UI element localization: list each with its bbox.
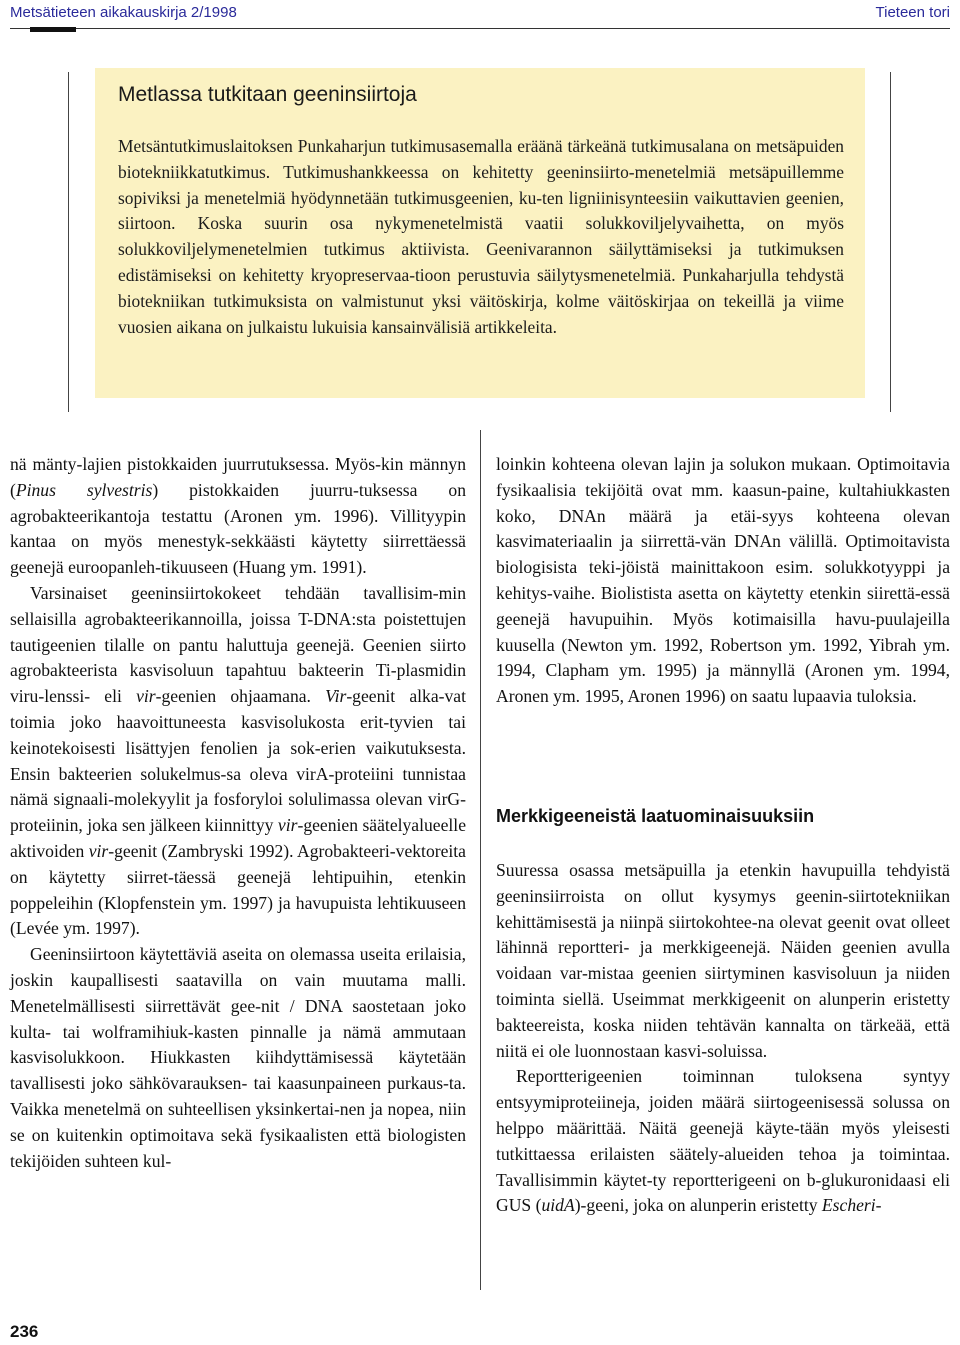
left-margin-rule — [68, 72, 69, 412]
journal-title: Metsätieteen aikakauskirja 2/1998 — [10, 4, 237, 21]
column-divider-rule — [480, 430, 481, 1290]
section-title: Tieteen tori — [875, 4, 950, 21]
info-box-text: Metsäntutkimuslaitoksen Punkaharjun tutkimusasemalla eräänä tärkeänä tutkimusalana on metsäpuiden biotekniikkatutkimus. Tutkimushankkeessa on kehitetty geeninsiirto-menetelmiä metsäpuillemme sopiviksi ja menetelmiä hyödynnetään tutkimusgeenien, ku-ten ligniinisynteesiin vaikuttavien geenien, siirtoon. Koska suurin osa nykymenetelmistä vaatii solukkoviljelyvaihetta, on myös solukkoviljelymenetelmien tutkimus aktiivista. Geenivarannon säilyttämiseksi ja tutkimuksen edistämiseksi on kehitetty kryopreservaa-tioon perustuvia säilytysmenetelmiä. Punkaharjulla tehdystä biotekniikan tutkimuksista on valmistunut yksi väitöskirja, kolme väitöskirjaa on tekeillä ja viime vuosien aikana on julkaistu lukuisia kansainvälisiä artikkeleita. — [118, 136, 844, 337]
column-left — [10, 452, 466, 1174]
info-box-title: Metlassa tutkitaan geeninsiirtoja — [118, 83, 417, 106]
section-heading: Merkkigeeneistä laatuominaisuuksiin — [496, 806, 815, 826]
page-number: 236 — [10, 1322, 39, 1341]
paragraph: Geeninsiirtoon käytettäviä aseita on olemassa useita erilaisia, joskin kaupallisesti saatavilla on vain muutama malli. Menetelmällisesti siirrettävät gee-nit / DNA saostetaan joko kulta- tai wolframihiuk-kasten pinnalle ja nämä ammutaan kasvisolukkoon. Hiukkasten kiihdyttämisessä käytetään tavallisesti joko sähkövarauksen- tai kaasunpaineen purkaus-ta. Vaikka menetelmä on suhteellisen yksinkertai-nen ja nopea, niin se on kuitenkin optimoitava sekä fysikaalisten että biologisten tekijöiden suhteen kul- — [10, 944, 466, 1171]
column-right-bottom — [496, 858, 950, 1219]
header-marker — [30, 27, 76, 32]
paragraph: Suuressa osassa metsäpuilla ja etenkin havupuilla tehdyistä geeninsiirroista on ollut kysymys geenin-siirtotekniikan kehittämisestä ja niinpä siirtokohtee-na olevat geenit ovat olleet lähinnä reportteri- ja merkkigeenejä. Näiden geenien avulla voidaan var-mistaa geenien siirtyminen kasvisoluun ja niiden toiminta siellä. Useimmat merkkigeenit on alunperin eristetty bakteereista, koska niiden tehtävän kannalta on tärkeää, että niitä ei ole luonnostaan kasvi-soluissa. — [496, 860, 950, 1061]
header-rule — [10, 28, 950, 29]
column-right-top — [496, 452, 950, 710]
paragraph: nä mänty-lajien pistokkaiden juurrutuksessa. Myös-kin männyn (Pinus sylvestris) pistokkaiden juurru-tuksessa on agrobakteerikantoja testattu (Aronen ym. 1996). Villityypin kantaa on myös menestyk-sekkäästi käytetty siirrettäessä geenejä euroopanleh-tikuuseen (Huang ym. 1991). — [10, 454, 466, 578]
paragraph: Varsinaiset geeninsiirtokokeet tehdään tavallisim-min sellaisilla agrobakteerikannoilla, joissa T-DNA:sta poistettujen tautigeenien tilalle on pantu haluttuja geenejä. Geenien siirto agrobakteerista kasvisoluun tapahtuu bakteerin Ti-plasmidin viru-lenssi- eli vir-geenien ohjaamana. Vir-geenit alka-vat toimia joko haavoittuneesta kasvisolukosta erit-tyvien tai keinotekoisesti lisättyjen fenolien ja sok-erien vaikutuksesta. Ensin bakteerien solukelmus-sa oleva virA-proteiini tunnistaa nämä signaali-molekyylit ja fosforyloi solulimassa olevan virG-proteiinin, joka sen jälkeen kiinnittyy vir-geenien säätelyalueelle aktivoiden vir-geenit (Zambryski 1992). Agrobakteeri-vektoreita on käytetty siirret-täessä geenejä lehtipuihin, etenkin poppeleihin (Klopfenstein ym. 1997) ja havupuista lehtikuuseen (Levée ym. 1997). — [10, 582, 467, 939]
paragraph: Reportterigeenien toiminnan tuloksena syntyy entsyymiproteiineja, joiden määrä siirtogeenisessä solussa on helppo määrittää. Näitä geenejä käyte-tään myös yleisesti tutkittaessa erilaisten säätely-alueiden tehoa ja toimintaa. Tavallisimmin käytet-ty reportterigeeni on b-glukuronidaasi eli GUS (uidA)-geeni, joka on alunperin eristetty Escheri- — [496, 1066, 950, 1216]
right-margin-rule — [890, 72, 891, 412]
paragraph: loinkin kohteena olevan lajin ja solukon mukaan. Optimoitavia fysikaalisia tekijöitä ovat mm. kaasun-paine, kultahiukkasten koko, DNAn määrä ja etäi-syys kohteena olevan kasvimateriaalin ja siirrettä-vän DNAn välillä. Optimoitavista biologisista teki-jöistä mainittakoon esim. solukkotyyppi ja kehitys-vaihe. Biolistista asetta on käytetty etenkin siirettä-essä geenejä havupuihin. Myös kotimaisilla havu-puulajeilla kuusella (Newton ym. 1992, Robertson ym. 1992, Yibrah ym. 1994, Clapham ym. 1995) ja männyllä (Aronen ym. 1994, Aronen ym. 1995, Aronen 1996) on saatu lupaavia tuloksia. — [496, 454, 950, 707]
